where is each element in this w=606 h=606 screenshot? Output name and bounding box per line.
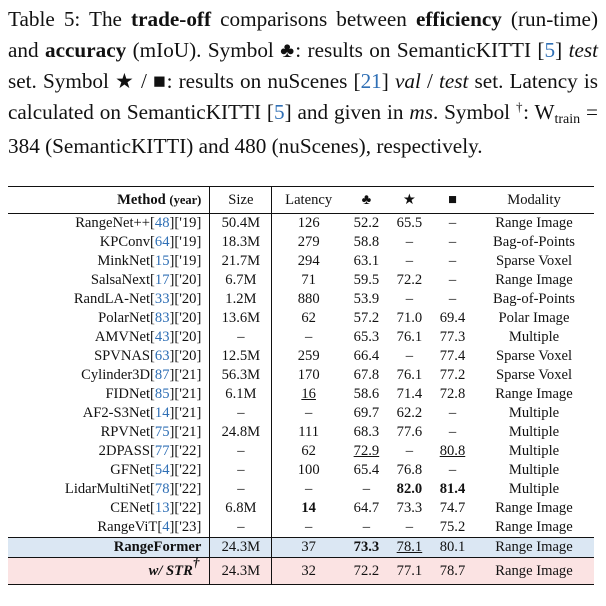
table-row: PolarNet[83]['20] 13.6M 62 57.2 71.0 69.4 Polar Image	[8, 309, 594, 328]
citation-link[interactable]: 77	[154, 443, 170, 459]
table-row: CENet[13]['22] 6.8M 14 64.7 73.3 74.7 Range Image	[8, 499, 594, 518]
table-row: RangeViT[4]['23] – – – – 75.2 Range Image	[8, 518, 594, 538]
header-method: Method (year)	[8, 187, 210, 214]
table-row: SalsaNext[17]['20] 6.7M 71 59.5 72.2 – Range Image	[8, 271, 594, 290]
comparison-table	[8, 186, 594, 585]
citation-link[interactable]: 15	[154, 253, 170, 269]
citation-link[interactable]: 13	[154, 500, 170, 516]
table-row-str: w/ STR† 24.3M 32 72.2 77.1 78.7 Range Image	[8, 558, 594, 585]
citation-link[interactable]: 87	[154, 367, 170, 383]
club-icon: ♣	[361, 191, 372, 208]
citation-link[interactable]: 54	[154, 462, 170, 478]
table-row: LidarMultiNet[78]['22] – – – 82.0 81.4 Multiple	[8, 480, 594, 499]
citation-link[interactable]: 33	[154, 291, 170, 307]
citation-link[interactable]: 83	[154, 310, 170, 326]
table-row: GFNet[54]['22] – 100 65.4 76.8 – Multiple	[8, 461, 594, 480]
citation-link[interactable]: 64	[154, 234, 170, 250]
header-row	[8, 187, 594, 214]
citation-link[interactable]: 4	[162, 519, 170, 535]
header-size: Size	[210, 187, 272, 214]
table-row: 2DPASS[77]['22] – 62 72.9 – 80.8 Multiple	[8, 442, 594, 461]
citation-link[interactable]: 21	[360, 69, 382, 93]
caption-emph-tradeoff: trade-off	[131, 7, 212, 31]
citation-link[interactable]: 75	[154, 424, 170, 440]
table-row: AMVNet[43]['20] – – 65.3 76.1 77.3 Multiple	[8, 328, 594, 347]
table-row-rangeformer: RangeFormer 24.3M 37 73.3 78.1 80.1 Range Image	[8, 538, 594, 558]
table-row: RandLA-Net[33]['20] 1.2M 880 53.9 – – Bag-of-Points	[8, 290, 594, 309]
citation-link[interactable]: 5	[273, 100, 285, 124]
table-row: MinkNet[15]['19] 21.7M 294 63.1 – – Sparse Voxel	[8, 252, 594, 271]
citation-link[interactable]: 85	[154, 386, 170, 402]
table-row: FIDNet[85]['21] 6.1M 16 58.6 71.4 72.8 Range Image	[8, 385, 594, 404]
citation-link[interactable]: 78	[154, 481, 170, 497]
table-row: RangeNet++[48]['19] 50.4M 126 52.2 65.5 – Range Image	[8, 214, 594, 234]
table-caption: Table 5: The trade-off comparisons between efficiency (run-time) and accuracy (mIoU). Symbol ♣: results on SemanticKITTI [5] test set. Symbol ★ / ■: results on nuScenes [21] val / test set. Latency is calculated on SemanticKITTI [5] and given in ms. Symbol †: Wtrain = 384 (SemanticKITTI) and 480 (nuScenes), respectively.	[8, 7, 599, 158]
citation-link[interactable]: 5	[544, 38, 556, 62]
citation-link[interactable]: 14	[154, 405, 170, 421]
table-row: AF2-S3Net[14]['21] – – 69.7 62.2 – Multiple	[8, 404, 594, 423]
table-row: Cylinder3D[87]['21] 56.3M 170 67.8 76.1 77.2 Sparse Voxel	[8, 366, 594, 385]
citation-link[interactable]: 17	[154, 272, 170, 288]
table-row: RPVNet[75]['21] 24.8M 111 68.3 77.6 – Multiple	[8, 423, 594, 442]
square-icon: ■	[448, 191, 457, 208]
citation-link[interactable]: 43	[154, 329, 170, 345]
header-latency: Latency	[285, 191, 333, 208]
star-icon: ★	[402, 191, 416, 208]
table-row: SPVNAS[63]['20] 12.5M 259 66.4 – 77.4 Sparse Voxel	[8, 347, 594, 366]
table-row: KPConv[64]['19] 18.3M 279 58.8 – – Bag-of-Points	[8, 233, 594, 252]
header-modality: Modality	[507, 191, 561, 208]
caption-emph-accuracy: accuracy	[45, 38, 127, 62]
caption-emph-efficiency: efficiency	[415, 7, 502, 31]
citation-link[interactable]: 63	[154, 348, 170, 364]
caption-label: Table 5:	[8, 7, 81, 31]
table-body	[8, 214, 594, 538]
citation-link[interactable]: 48	[154, 215, 170, 231]
